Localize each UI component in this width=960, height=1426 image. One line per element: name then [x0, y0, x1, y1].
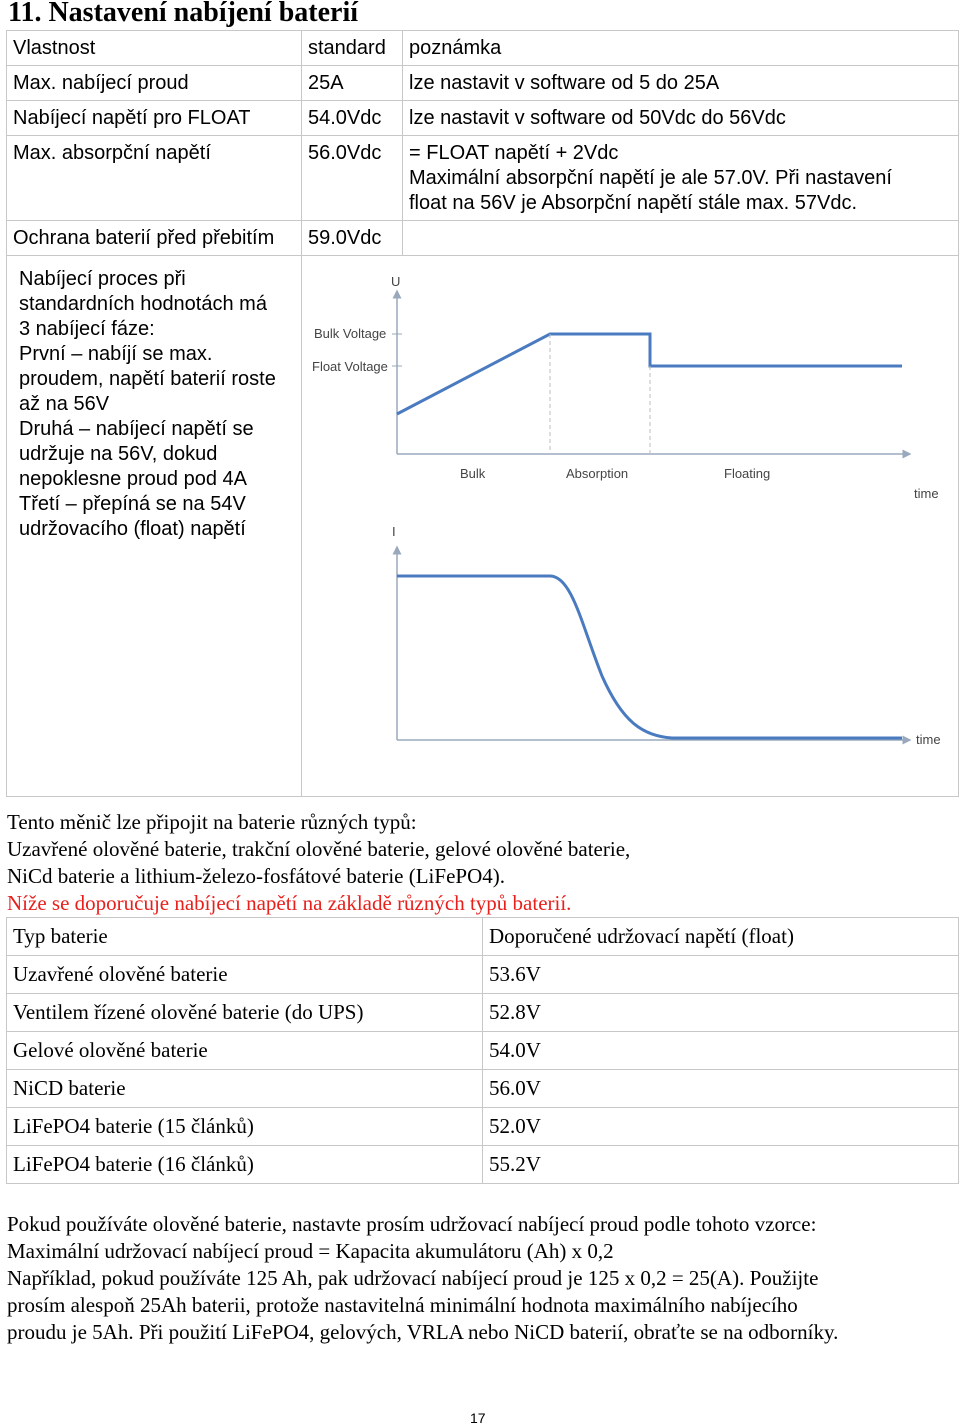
- charging-current-paragraph: [7, 1211, 838, 1346]
- paragraph-line: Maximální udržovací nabíjecí proud = Kapacita akumulátoru (Ah) x 0,2: [7, 1239, 614, 1263]
- table-row-process: [7, 256, 959, 797]
- battery-type-cell: Gelové olověné baterie: [7, 1032, 483, 1070]
- phase-label-absorption: Absorption: [566, 466, 629, 481]
- process-description-cell: [7, 256, 302, 797]
- float-voltage-label: Float Voltage: [312, 359, 388, 374]
- voltage-axis-label: U: [391, 274, 401, 289]
- process-line: udržuje na 56V, dokud: [19, 443, 218, 465]
- header-note: poznámka: [403, 31, 959, 66]
- phase-label-bulk: Bulk: [460, 466, 486, 481]
- paragraph-line: proudu je 5Ah. Při použití LiFePO4, gelových, VRLA nebo NiCD baterií, obraťte se na odborníky.: [7, 1320, 839, 1344]
- paragraph-line: NiCd baterie a lithium-železo-fosfátové baterie (LiFePO4).: [7, 864, 505, 888]
- process-line: 3 nabíjecí fáze:: [19, 318, 155, 340]
- header-battery-type: Typ baterie: [7, 918, 483, 956]
- note-cell: [403, 66, 959, 101]
- current-axis-label: I: [392, 524, 396, 539]
- table-row: [7, 1146, 959, 1184]
- table-row: [7, 956, 959, 994]
- table-row: [7, 994, 959, 1032]
- process-line: udržovacího (float) napětí: [19, 518, 246, 540]
- property-cell: Max. absorpční napětí: [7, 136, 302, 221]
- process-line: První – nabíjí se max.: [19, 343, 213, 365]
- page-number: 17: [470, 1410, 486, 1426]
- float-voltage-cell: 54.0V: [483, 1032, 959, 1070]
- recommendation-note: Níže se doporučuje nabíjecí napětí na základě různých typů baterií.: [7, 891, 572, 915]
- header-float-voltage: Doporučené udržovací napětí (float): [483, 918, 959, 956]
- float-voltage-cell: 53.6V: [483, 956, 959, 994]
- process-line: Druhá – nabíjecí napětí se: [19, 418, 254, 440]
- phase-label-floating: Floating: [724, 466, 771, 481]
- paragraph-line: Uzavřené olověné baterie, trakční olověné baterie, gelové olověné baterie,: [7, 837, 631, 861]
- charging-diagram-cell: [302, 256, 959, 797]
- table-header-row: [7, 918, 959, 956]
- time-label-current: time: [916, 732, 941, 747]
- battery-types-table: [6, 917, 959, 1184]
- table-row: [7, 1108, 959, 1146]
- paragraph-line: Například, pokud používáte 125 Ah, pak udržovací nabíjecí proud je 125 x 0,2 = 25(A). Použijte: [7, 1266, 819, 1290]
- current-curve: [397, 576, 902, 738]
- note-line: lze nastavit v software od 5 do 25A: [409, 72, 720, 94]
- float-voltage-cell: 52.8V: [483, 994, 959, 1032]
- process-line: až na 56V: [19, 393, 110, 415]
- property-cell: Nabíjecí napětí pro FLOAT: [7, 101, 302, 136]
- note-line: float na 56V je Absorpční napětí stále max. 57Vdc.: [409, 192, 858, 214]
- process-line: Třetí – přepíná se na 54V: [19, 493, 246, 515]
- table-row: [7, 136, 959, 221]
- note-cell: [403, 136, 959, 221]
- note-line: = FLOAT napětí + 2Vdc: [409, 142, 619, 164]
- paragraph-line: Tento měnič lze připojit na baterie různých typů:: [7, 810, 417, 834]
- battery-types-paragraph: [7, 809, 630, 917]
- standard-cell: 56.0Vdc: [302, 136, 403, 221]
- property-cell: Ochrana baterií před přebitím: [7, 221, 302, 256]
- table-header-row: [7, 31, 959, 66]
- bulk-voltage-label: Bulk Voltage: [314, 326, 387, 341]
- battery-type-cell: LiFePO4 baterie (15 článků): [7, 1108, 483, 1146]
- process-line: Nabíjecí proces při: [19, 268, 186, 290]
- table-row: [7, 101, 959, 136]
- charging-settings-table: [6, 30, 959, 797]
- table-row: [7, 66, 959, 101]
- table-row: [7, 221, 959, 256]
- battery-type-cell: LiFePO4 baterie (16 článků): [7, 1146, 483, 1184]
- process-line: nepoklesne proud pod 4A: [19, 468, 247, 490]
- table-row: [7, 1032, 959, 1070]
- process-line: standardních hodnotách má: [19, 293, 267, 315]
- section-title: 11. Nastavení nabíjení baterií: [8, 0, 359, 28]
- battery-type-cell: Uzavřené olověné baterie: [7, 956, 483, 994]
- float-voltage-cell: 56.0V: [483, 1070, 959, 1108]
- header-standard: standard: [302, 31, 403, 66]
- note-line: lze nastavit v software od 50Vdc do 56Vdc: [409, 107, 786, 129]
- property-cell: Max. nabíjecí proud: [7, 66, 302, 101]
- note-cell: [403, 221, 959, 256]
- paragraph-line: prosím alespoň 25Ah baterii, protože nastavitelná minimální hodnota maximálního nabíjecího: [7, 1293, 798, 1317]
- header-property: Vlastnost: [7, 31, 302, 66]
- float-voltage-cell: 52.0V: [483, 1108, 959, 1146]
- battery-type-cell: Ventilem řízené olověné baterie (do UPS): [7, 994, 483, 1032]
- paragraph-line: Pokud používáte olověné baterie, nastavte prosím udržovací nabíjecí proud podle tohoto vzorce:: [7, 1212, 817, 1236]
- battery-type-cell: NiCD baterie: [7, 1070, 483, 1108]
- standard-cell: 59.0Vdc: [302, 221, 403, 256]
- process-line: proudem, napětí baterií roste: [19, 368, 276, 390]
- charging-curve-diagram: [302, 256, 958, 796]
- standard-cell: 54.0Vdc: [302, 101, 403, 136]
- table-row: [7, 1070, 959, 1108]
- time-label-voltage: time: [914, 486, 939, 501]
- standard-cell: 25A: [302, 66, 403, 101]
- note-line: Maximální absorpční napětí je ale 57.0V. Při nastavení: [409, 167, 892, 189]
- note-cell: [403, 101, 959, 136]
- float-voltage-cell: 55.2V: [483, 1146, 959, 1184]
